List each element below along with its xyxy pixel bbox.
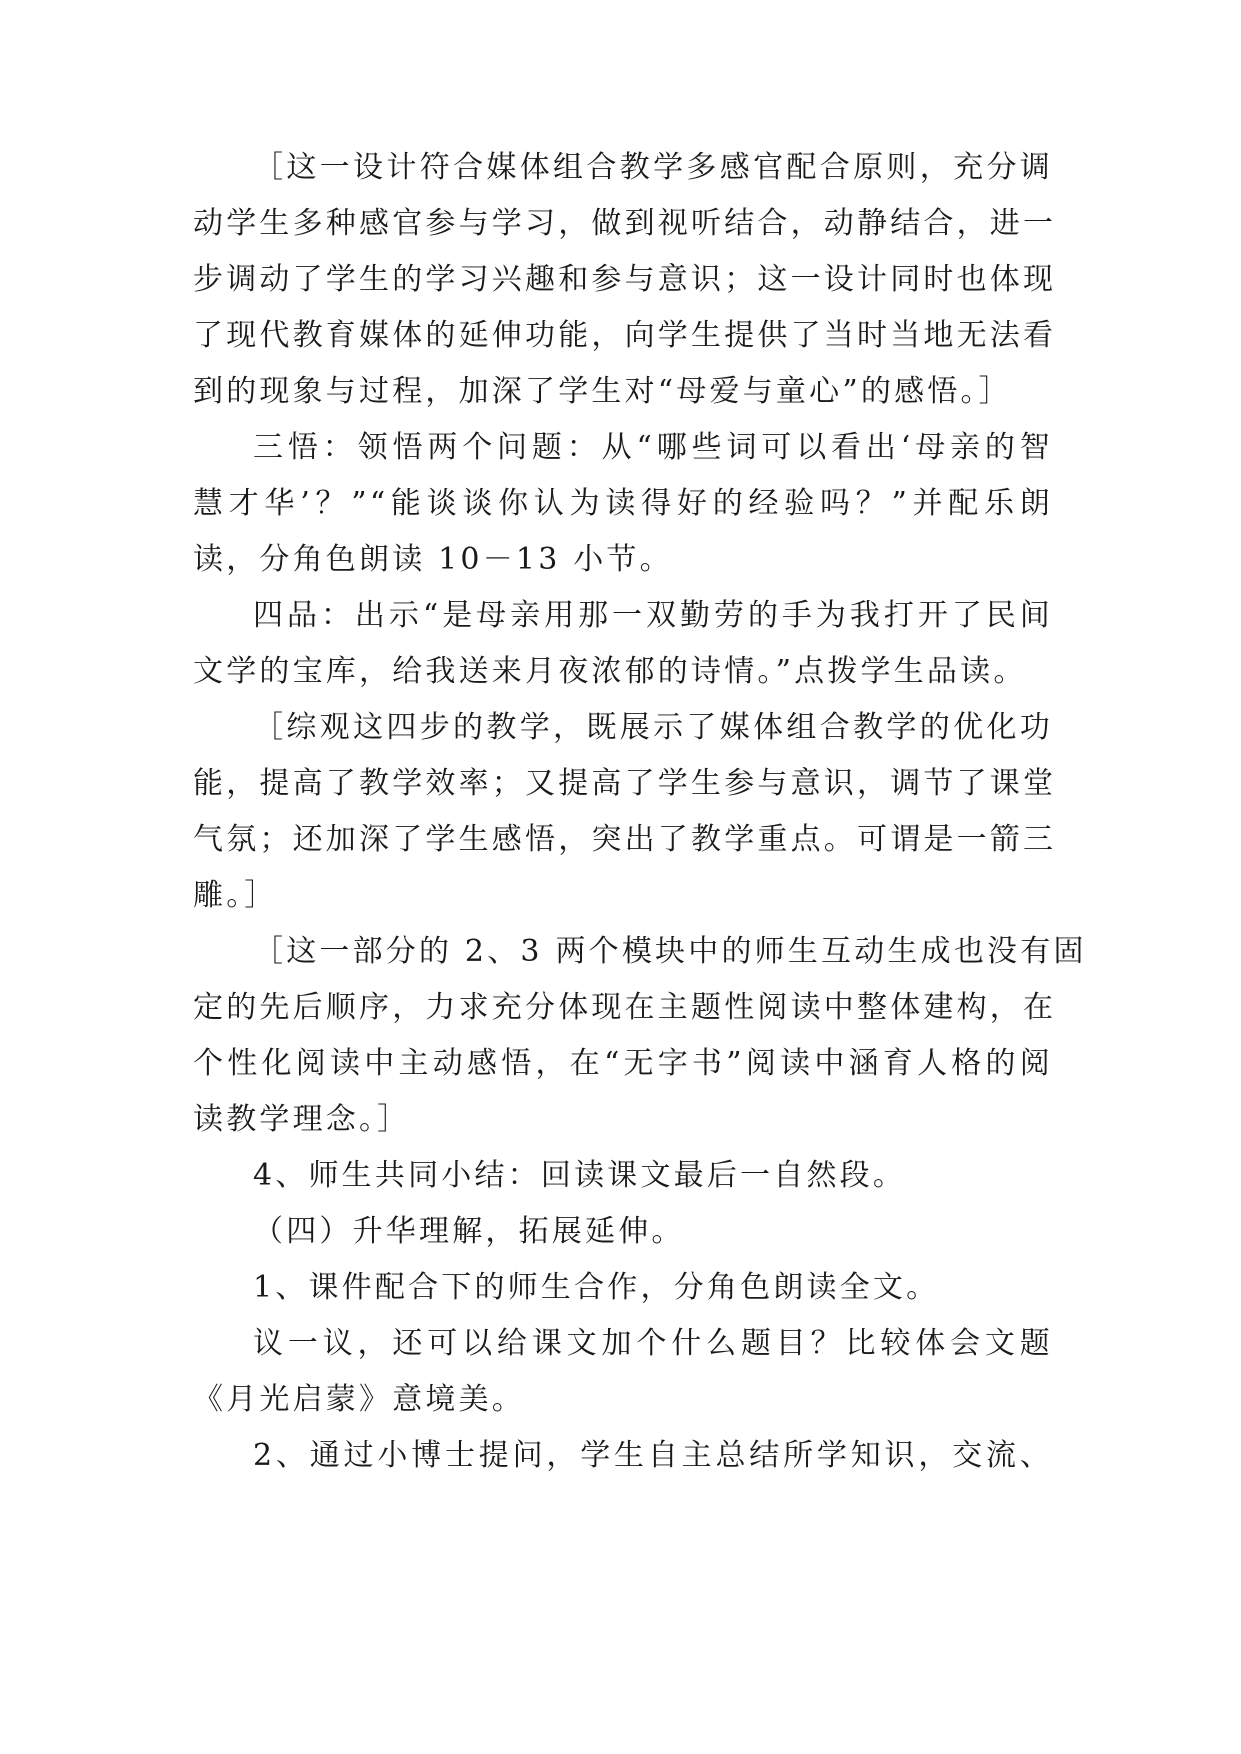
- paragraph-line: 步调动了学生的学习兴趣和参与意识；这一设计同时也体现: [193, 262, 1057, 297]
- paragraph-line: 雕。］: [193, 878, 278, 913]
- paragraph-line: 到的现象与过程，加深了学生对“母爱与童心”的感悟。］: [193, 374, 1012, 409]
- paragraph-line: 慧才华’？”“能谈谈你认为读得好的经验吗？”并配乐朗: [193, 486, 1053, 521]
- paragraph-line: 气氛；还加深了学生感悟，突出了教学重点。可谓是一箭三: [193, 822, 1057, 857]
- paragraph-line: 议一议，还可以给课文加个什么题目？比较体会文题: [253, 1326, 1053, 1361]
- paragraph-line: 4、师生共同小结：回读课文最后一自然段。: [253, 1158, 907, 1193]
- paragraph-line: 动学生多种感官参与学习，做到视听结合，动静结合，进一: [193, 206, 1057, 241]
- paragraph-line: 读，分角色朗读 10－13 小节。: [193, 542, 673, 577]
- paragraph-line: （四）升华理解，拓展延伸。: [253, 1214, 685, 1249]
- paragraph-line: 能，提高了教学效率；又提高了学生参与意识，调节了课堂: [193, 766, 1057, 801]
- paragraph-line: 读教学理念。］: [193, 1102, 411, 1137]
- paragraph-line: 文学的宝库，给我送来月夜浓郁的诗情。”点拨学生品读。: [193, 654, 1027, 689]
- paragraph-line: ［这一设计符合媒体组合教学多感官配合原则，充分调: [253, 150, 1053, 185]
- paragraph-line: 《月光启蒙》意境美。: [193, 1382, 525, 1417]
- paragraph-line: ［这一部分的 2、3 两个模块中的师生互动生成也没有固: [253, 934, 1087, 969]
- paragraph-line: ［综观这四步的教学，既展示了媒体组合教学的优化功: [253, 710, 1053, 745]
- paragraph-line: 了现代教育媒体的延伸功能，向学生提供了当时当地无法看: [193, 318, 1057, 353]
- paragraph-line: 四品：出示“是母亲用那一双勤劳的手为我打开了民间: [253, 598, 1053, 633]
- paragraph-line: 个性化阅读中主动感悟，在“无字书”阅读中涵育人格的阅: [193, 1046, 1053, 1081]
- paragraph-line: 三悟：领悟两个问题：从“哪些词可以看出‘母亲的智: [253, 430, 1053, 465]
- paragraph-line: 1、课件配合下的师生合作，分角色朗读全文。: [253, 1270, 940, 1305]
- paragraph-line: 定的先后顺序，力求充分体现在主题性阅读中整体建构，在: [193, 990, 1057, 1025]
- paragraph-line: 2、通过小博士提问，学生自主总结所学知识，交流、: [253, 1438, 1053, 1473]
